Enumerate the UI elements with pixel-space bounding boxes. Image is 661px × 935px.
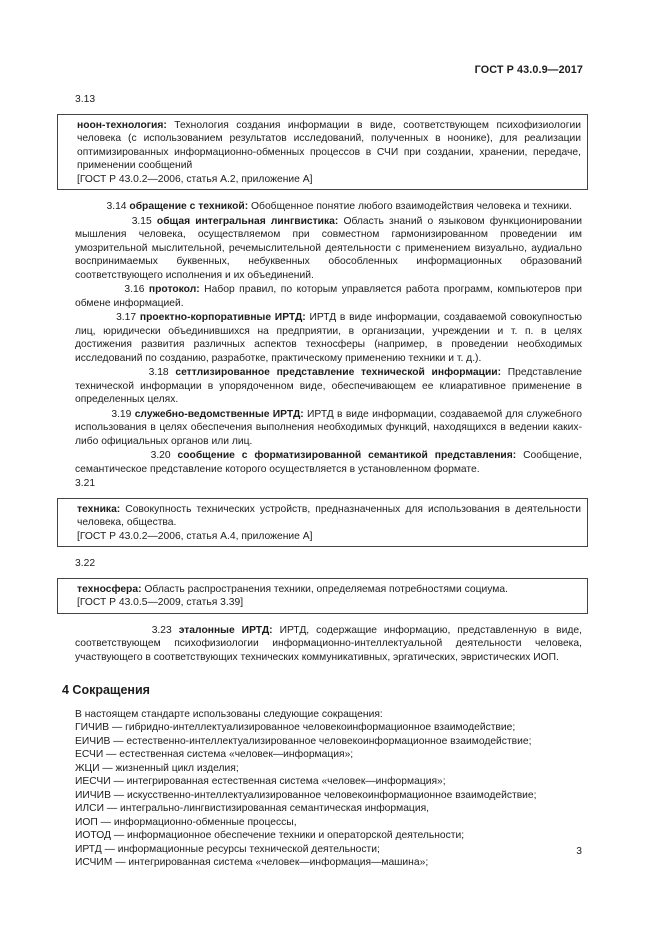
section-heading: 4 Сокращения [62,683,150,697]
abbreviation-item: ЕСЧИ — естественная система «человек—информация»; [75,749,354,760]
definition-3-15 [75,215,582,283]
abbreviation-item: ИИЧИВ — искусственно-интеллектуализированное человекоинформационное взаимодействие; [75,789,537,801]
definition-box [57,578,588,614]
clause-number: 3.22 [75,558,96,569]
standard-code-header: ГОСТ Р 43.0.9—2017 [474,64,583,76]
definition-3-14 [75,200,582,214]
definition-text: Набор правил, по которым управляется работа программ, компьютеров при обмене информацией. [75,284,582,309]
term: эталонные ИРТД: [178,624,273,636]
definition-3-19 [75,408,582,449]
clause-number: 3.19 [111,408,132,420]
definition-text: Область распространения техники, определяемая потребностями социума. [141,583,508,595]
clause-number: 3.21 [75,478,96,489]
definition-3-21 [75,477,582,547]
term: служебно-ведомственные ИРТД: [134,408,304,420]
definition-box [57,498,588,548]
page-content [62,93,582,870]
term: техносфера: [77,583,142,595]
definition-text: Обобщенное понятие любого взаимодействия человека и техники. [248,201,573,212]
abbreviation-item: ИОП — информационно-обменные процессы, [75,816,297,828]
term: проектно-корпоративные ИРТД: [139,312,306,323]
clause-number: 3.17 [116,312,137,323]
definition-box [57,114,588,191]
page-number: 3 [576,846,582,857]
definition-text: Технология создания информации в виде, соответствующем психофизиологии человека (с использованием результатов исследований, полученных в ноонике), для реализации оптимизированных информационно-обменных процессов в СЧИ при создании, хранении, передаче, применении сообщений [77,119,581,171]
abbreviation-item: ГИЧИВ — гибридно-интеллектуализированное человекоинформационное взаимодействие; [75,722,516,733]
definition-3-13 [75,93,582,190]
definition-3-22 [75,557,582,614]
definition-3-20 [75,449,582,476]
clause-number: 3.16 [124,284,145,295]
definition-3-17 [75,311,582,365]
definition-3-23 [75,624,582,665]
clause-number: 3.13 [75,94,96,105]
definition-text: Область знаний о языковом функционировании мышления человека, осуществляемом при совместном гармонизированном проведении им умозрительной мыслительной, речемыслительной деятельности с применением визуально, аудиально воспринимаемых буквенных, небуквенных обособленных информационных образований соответствующего исполнения и их объединений. [75,215,582,281]
definition-source: [ГОСТ Р 43.0.2—2006, статья А.4, приложение А] [77,530,313,542]
term: общая интегральная лингвистика: [156,215,339,227]
abbreviation-item: ЕИЧИВ — естественно-интеллектуализированное человекоинформационное взаимодействие; [75,735,532,747]
abbreviation-item: ЖЦИ — жизненный цикл изделия; [75,762,239,774]
abbreviation-item: ИЛСИ — интегрально-лингвистизированная семантическая информация, [75,803,430,814]
definition-text: Совокупность технических устройств, предназначенных для использования в деятельности человека, общества. [77,503,581,528]
clause-number: 3.20 [150,450,171,461]
term: обращение с техникой: [129,201,249,212]
term: сеттлизированное представление технической информации: [175,367,502,378]
abbreviation-item: ИСЧИМ — интегрированная система «человек—информация—машина»; [75,857,429,868]
term: ноон-технология: [77,119,167,131]
definition-3-16 [75,283,582,310]
definition-3-18 [75,366,582,407]
term: протокол: [148,284,200,295]
clause-number: 3.15 [131,215,152,227]
definition-source: [ГОСТ Р 43.0.5—2009, статья 3.39] [77,597,244,608]
abbreviation-item: ИОТОД — информационное обеспечение техники и операторской деятельности; [75,830,465,841]
definition-text: ИРТД в виде информации, создаваемой для служебного использования в целях обеспечения выполнения необходимых функций, находящихся в ведении каких-либо официальных органов или лиц. [75,408,582,447]
definition-text: ИРТД в виде информации, создаваемой совокупностью лиц, юридически объединившихся на предприятии, в организации, учреждении и т. п. в целях достижения развития различных аспектов техносферы (например, в проведении необходимых исследований по созданию, разработке, практическому применению техники и т. д.). [75,312,582,364]
term: техника: [77,503,121,515]
term: сообщение с форматизированной семантикой представления: [177,450,517,461]
definition-text: ИРТД, содержащие информацию, представленную в виде, соответствующем психофизиологии информационно-интеллектуальной деятельности человека, участвующего в соответствующих технических коммуникативных, эргатических, эвристических ИОП. [75,624,582,663]
clause-number: 3.23 [151,624,172,636]
abbreviations-intro: В настоящем стандарте использованы следующие сокращения: [75,708,383,720]
abbreviation-item: ИРТД — информационные ресурсы технической деятельности; [75,843,380,855]
clause-number: 3.14 [106,201,127,212]
definition-text: Представление технической информации в упорядоченном виде, обеспечивающем ее клиаративное применение в определенных целях. [75,367,582,405]
definition-text: Сообщение, семантическое представление которого осуществляется в установленном формате. [75,450,582,475]
abbreviation-item: ИЕСЧИ — интегрированная естественная система «человек—информация»; [75,776,446,787]
definition-source: [ГОСТ Р 43.0.2—2006, статья А.2, приложение А] [77,173,313,185]
clause-number: 3.18 [148,367,169,378]
